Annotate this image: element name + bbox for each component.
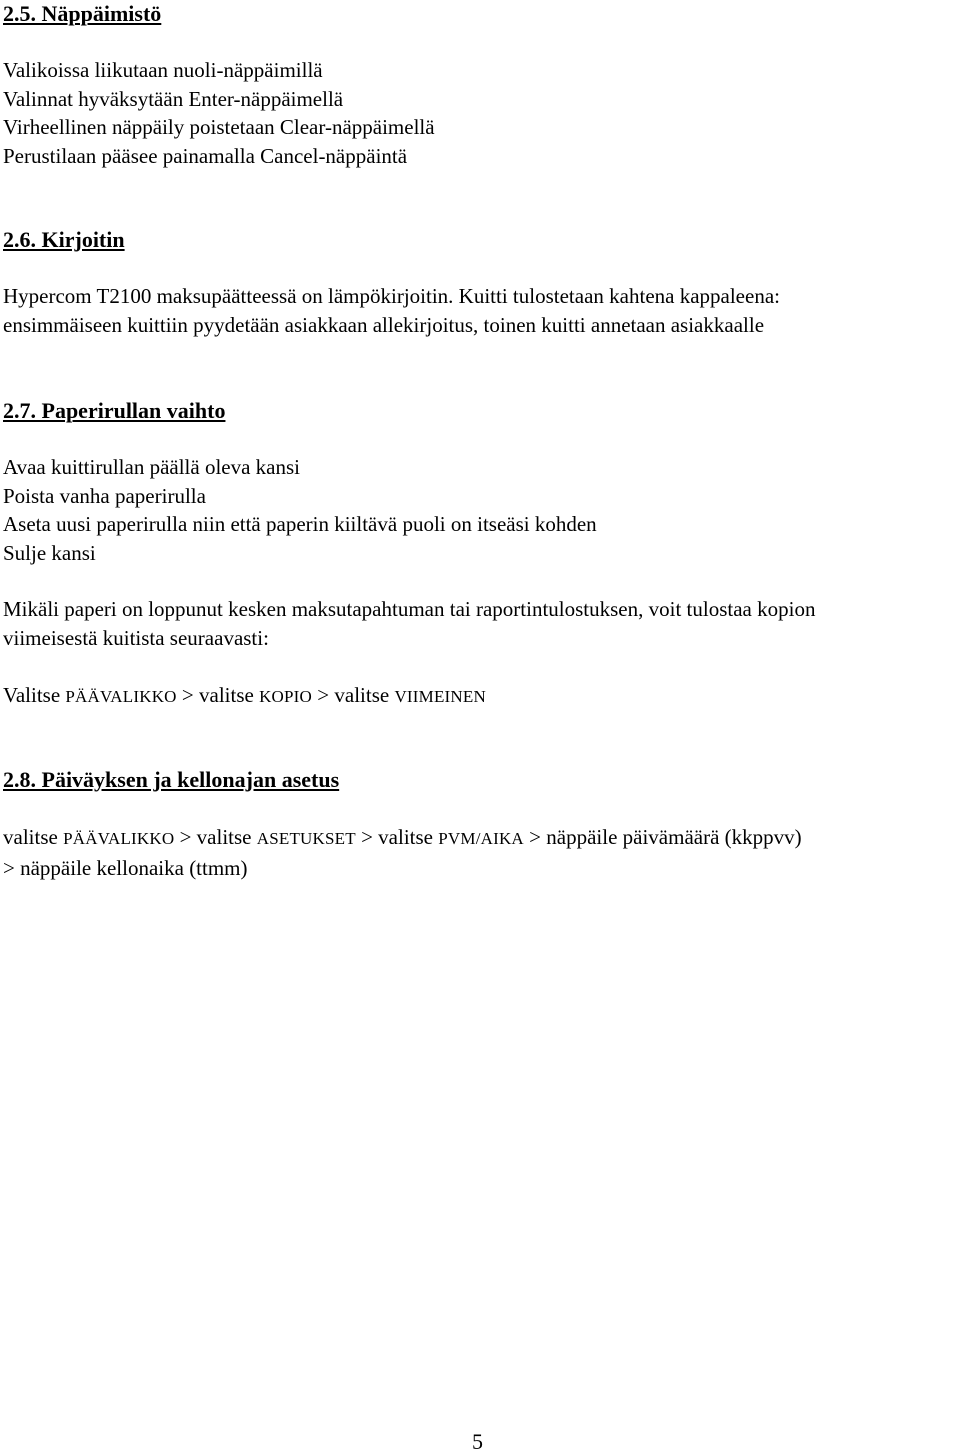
text-line: viimeisestä kuitista seuraavasti: — [3, 625, 269, 650]
menu-path-line — [3, 823, 958, 854]
path-text: Valitse — [3, 683, 66, 707]
menu-keyword: PVM/AIKA — [438, 829, 524, 848]
text-line: Valikoissa liikutaan nuoli-näppäimillä — [3, 58, 323, 82]
menu-keyword: PÄÄVALIKKO — [63, 829, 175, 848]
section-heading: 2.5. Näppäimistö — [3, 1, 162, 26]
path-text: > valitse — [174, 825, 257, 849]
menu-keyword: PÄÄVALIKKO — [65, 687, 177, 706]
section-2-6-body — [3, 282, 958, 339]
section-2-6 — [3, 226, 958, 254]
path-text: > valitse — [176, 683, 260, 707]
path-text: > näppäile päivämäärä (kkppvv) — [523, 825, 802, 849]
section-heading: 2.8. Päiväyksen ja kellonajan asetus — [3, 767, 340, 792]
section-2-8 — [3, 766, 958, 794]
step-line: Sulje kansi — [3, 540, 96, 565]
text-line: Hypercom T2100 maksupäätteessä on lämpökirjoitin. Kuitti tulostetaan kahtena kappaleena: — [3, 284, 780, 308]
step-line: Aseta uusi paperirulla niin että paperin kiiltävä puoli on itseäsi kohden — [3, 512, 597, 536]
text-line: Perustilaan pääsee painamalla Cancel-näppäintä — [3, 143, 408, 168]
path-text: valitse — [3, 825, 64, 849]
section-2-7-note — [3, 595, 958, 652]
section-2-7-steps — [3, 453, 958, 567]
menu-path-line — [3, 681, 958, 712]
section-heading: 2.6. Kirjoitin — [3, 227, 125, 252]
section-2-5 — [3, 0, 958, 28]
menu-keyword: VIIMEINEN — [394, 687, 486, 706]
text-line: Virheellinen näppäily poistetaan Clear-näppäimellä — [3, 115, 435, 139]
menu-keyword: KOPIO — [259, 687, 313, 706]
text-line: ensimmäiseen kuittiin pyydetään asiakkaan allekirjoitus, toinen kuitti annetaan asiakkaalle — [3, 312, 765, 337]
text-line: Valinnat hyväksytään Enter-näppäimellä — [3, 86, 344, 111]
step-line: Avaa kuittirullan päällä oleva kansi — [3, 455, 301, 479]
path-text: > valitse — [355, 825, 439, 849]
section-2-7 — [3, 397, 958, 425]
text-line: > näppäile kellonaika (ttmm) — [3, 855, 248, 880]
menu-keyword: ASETUKSET — [256, 829, 356, 848]
menu-path-kopio — [3, 681, 958, 712]
section-heading: 2.7. Paperirullan vaihto — [3, 398, 226, 423]
path-text: > valitse — [312, 683, 395, 707]
page-number: 5 — [472, 1429, 483, 1454]
step-line: Poista vanha paperirulla — [3, 483, 206, 508]
menu-path-pvm-aika — [3, 823, 958, 882]
text-line: Mikäli paperi on loppunut kesken maksutapahtuman tai raportintulostuksen, voit tulostaa kopion — [3, 597, 816, 621]
section-2-5-body — [3, 56, 958, 170]
